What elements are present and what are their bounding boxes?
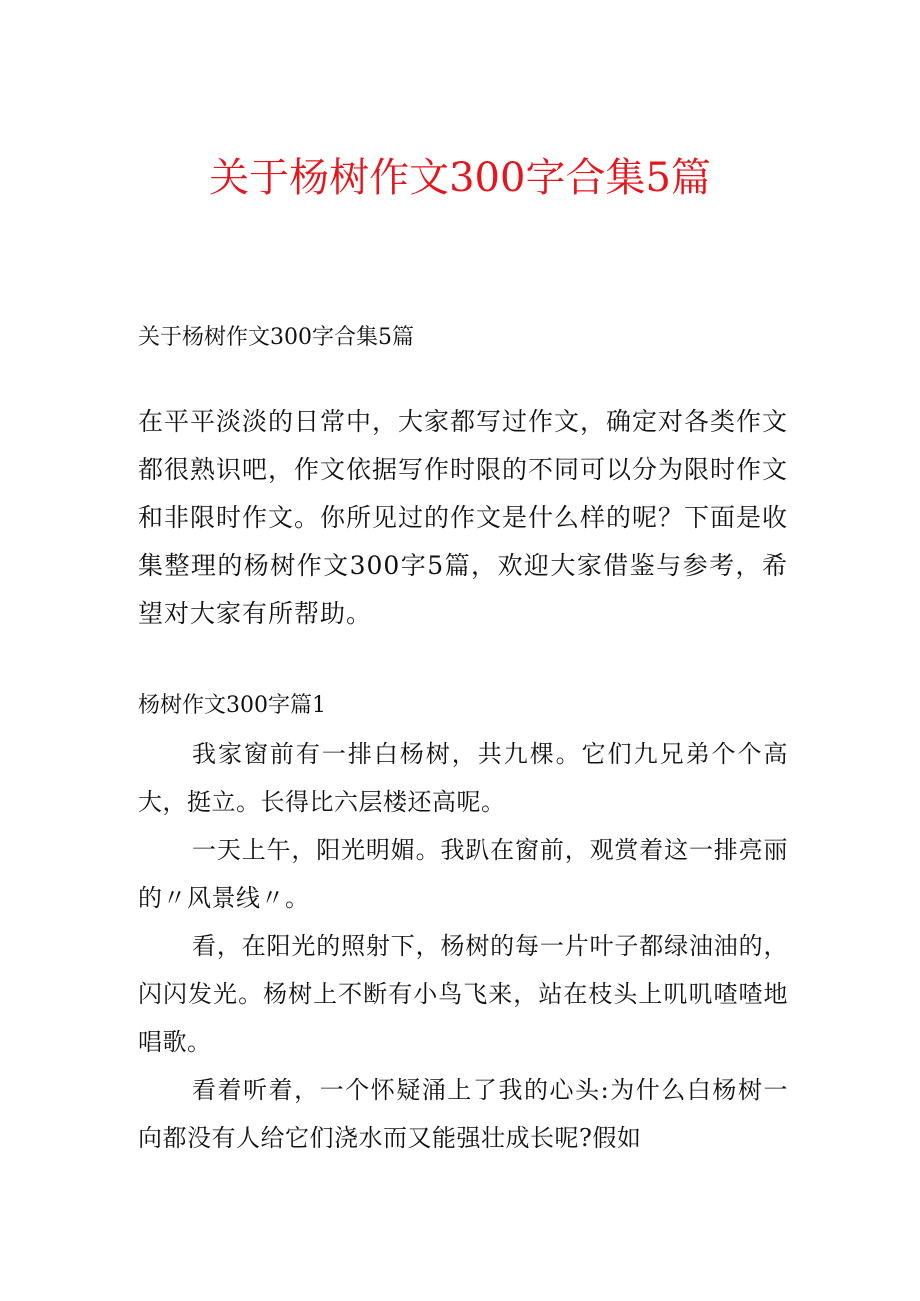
paragraph-3: 看，在阳光的照射下，杨树的每一片叶子都绿油油的，闪闪发光。杨树上不断有小鸟飞来，站在枝头上叽叽喳喳地唱歌。: [138, 932, 788, 1056]
subtitle: 关于杨树作文300字合集5篇: [138, 325, 414, 350]
paragraph-4: 看着听着，一个怀疑涌上了我的心头:为什么白杨树一向都没有人给它们浇水而又能强壮成长呢?假如: [138, 1076, 788, 1152]
main-title: 关于杨树作文300字合集5篇: [209, 155, 711, 201]
document-body: [138, 318, 788, 1162]
paragraph-1: 我家窗前有一排白杨树，共九棵。它们九兄弟个个高大，挺立。长得比六层楼还高呢。: [138, 740, 788, 816]
paragraph-2: 一天上午，阳光明媚。我趴在窗前，观赏着这一排亮丽的〃风景线〃。: [138, 836, 788, 912]
section-heading: 杨树作文300字篇1: [138, 693, 326, 718]
intro-paragraph: 在平平淡淡的日常中，大家都写过作文，确定对各类作文都很熟识吧，作文依据写作时限的不同可以分为限时作文和非限时作文。你所见过的作文是什么样的呢？下面是收集整理的杨树作文300字5篇，欢迎大家借鉴与参考，希望对大家有所帮助。: [138, 407, 789, 628]
